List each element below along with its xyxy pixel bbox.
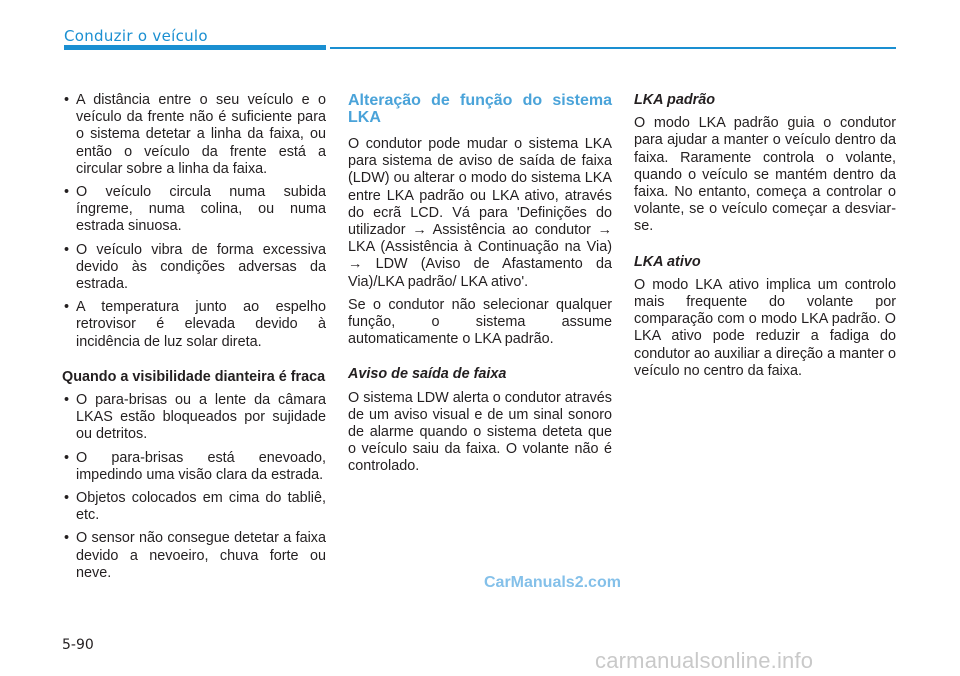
subheading-lka-standard: LKA padrão [634,92,716,108]
page-number: 5-90 [62,637,94,653]
section-title-lka-change: Alteração de função do sistema LKA [348,92,612,126]
paragraph: O condutor pode mudar o sistema LKA para sistema de aviso de saída de faixa (LDW) ou alterar o modo do sistema LKA entre LKA padrão ou LKA ativo, através do ecrã LCD. Vá para 'Definições do utilizador → Assistência ao condutor → LKA (Assistência à Continuação na Via) → LDW (Aviso de Afastamento da Via)/LKA padrão/ LKA ativo'. [348,136,612,290]
column-2 [348,92,612,482]
subheading-lka-active: LKA ativo [634,253,701,270]
column-3 [634,92,896,386]
subheading-poor-visibility: Quando a visibilidade dianteira é fraca [62,368,326,385]
list-item: • A distância entre o seu veículo e o veículo da frente não é suficiente para o sistema detetar a linha da faixa, ou então o veículo da frente está a circular sobre a linha da faixa. [62,92,326,178]
column-1 [62,92,326,588]
list-item: • A temperatura junto ao espelho retrovisor é elevada devido à incidência de luz solar direta. [62,299,326,351]
paragraph: Se o condutor não selecionar qualquer função, o sistema assume automaticamente o LKA padrão. [348,296,612,348]
paragraph: O modo LKA padrão guia o condutor para ajudar a manter o veículo dentro da faixa. Raramente controla o volante, quando o veículo se mantém dentro da faixa. No entanto, começa a controlar o volante, se o veículo começar a desviar-se. [634,115,896,235]
list-item: • Objetos colocados em cima do tabliê, etc. [62,490,326,524]
list-item: • O para-brisas está enevoado, impedindo uma visão clara da estrada. [62,450,326,484]
list-item: • O sensor não consegue detetar a faixa devido a nevoeiro, chuva forte ou neve. [62,530,326,582]
list-item: • O veículo circula numa subida íngreme, numa colina, ou numa estrada sinuosa. [62,184,326,236]
header-bar-thick [64,45,326,50]
bullet-list-b [62,392,326,582]
watermark-carmanualsonline: carmanualsonline.info [595,648,814,673]
list-item: • O para-brisas ou a lente da câmara LKAS estão bloqueados por sujidade ou detritos. [62,392,326,444]
header-bar-thin [330,47,896,49]
list-item: • O veículo vibra de forma excessiva devido às condições adversas da estrada. [62,242,326,294]
paragraph: O modo LKA ativo implica um controlo mais frequente do volante por comparação com o modo LKA padrão. O LKA ativo pode reduzir a fadiga do condutor ao auxiliar a direção a manter o veículo no centro da faixa. [634,276,896,379]
watermark-carmanuals2: CarManuals2.com [484,574,621,591]
paragraph: O sistema LDW alerta o condutor através de um aviso visual e de um sinal sonoro de alarme quando o sistema deteta que o veículo saiu da faixa. O volante não é controlado. [348,389,612,475]
header-section-title: Conduzir o veículo [64,27,208,45]
bullet-list-a [62,92,326,351]
subheading-ldw: Aviso de saída de faixa [348,366,507,383]
